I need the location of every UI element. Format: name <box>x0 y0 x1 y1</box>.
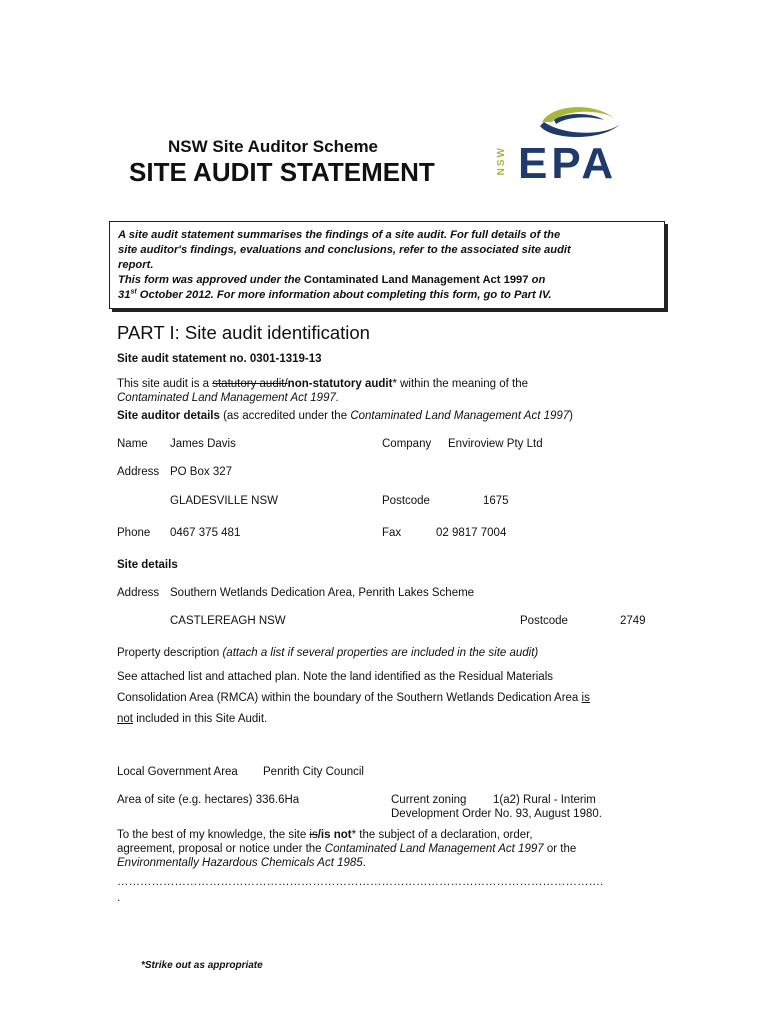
audit-type-act: Contaminated Land Management Act 1997. <box>117 392 340 404</box>
intro-line-2: site auditor's findings, evaluations and conclusions, refer to the associated site audit <box>118 244 571 256</box>
zoning-value-1: 1(a2) Rural - Interim <box>493 794 596 806</box>
auditor-details-line: Site auditor details (as accredited under the Contaminated Land Management Act 1997) <box>117 410 574 422</box>
postcode-label: Postcode <box>382 495 430 507</box>
fax-value: 02 9817 7004 <box>436 527 507 539</box>
name-value: James Davis <box>170 438 236 450</box>
phone-label: Phone <box>117 527 151 539</box>
site-address-line-1: Southern Wetlands Dedication Area, Penrith Lakes Scheme <box>170 587 475 599</box>
document-title: SITE AUDIT STATEMENT <box>129 157 435 187</box>
fax-label: Fax <box>382 527 402 539</box>
epa-wordmark: EPA <box>518 139 618 188</box>
statement-number: Site audit statement no. 0301-1319-13 <box>117 353 322 365</box>
address-label: Address <box>117 466 160 478</box>
lga-value: Penrith City Council <box>263 766 364 778</box>
zoning-label: Current zoning <box>391 794 467 806</box>
company-value: Enviroview Pty Ltd <box>448 438 543 450</box>
intro-line-4: This form was approved under the Contaminated Land Management Act 1997 on <box>118 274 546 286</box>
nsw-label: NSW <box>496 146 507 176</box>
intro-box <box>109 221 665 309</box>
scheme-title: NSW Site Auditor Scheme <box>168 137 379 156</box>
area-line: Area of site (e.g. hectares) 336.6Ha <box>117 794 300 806</box>
name-label: Name <box>117 438 148 450</box>
site-details-heading: Site details <box>117 559 178 571</box>
intro-line-1: A site audit statement summarises the findings of a site audit. For full details of the <box>118 229 561 241</box>
audit-type-line: This site audit is a statutory audit/non-statutory audit* within the meaning of the <box>117 378 528 390</box>
knowledge-line-3: Environmentally Hazardous Chemicals Act 1985. <box>117 857 366 869</box>
intro-line-3: report. <box>118 259 154 271</box>
footnote: *Strike out as appropriate <box>141 960 263 971</box>
site-postcode-label: Postcode <box>520 615 568 627</box>
intro-act: Contaminated Land Management Act 1997 <box>303 274 529 286</box>
epa-logo <box>494 100 654 192</box>
dotted-line: ………………………………………………………………………………………………………………. <box>117 876 604 888</box>
knowledge-line-1: To the best of my knowledge, the site is/is not* the subject of a declaration, order, <box>117 829 533 841</box>
struck-statutory: statutory audit/ <box>212 378 288 390</box>
dotted-line-end: . <box>117 892 121 904</box>
intro-line-5: 31st October 2012. For more information about completing this form, go to Part IV. <box>118 288 552 301</box>
property-line-1: See attached list and attached plan. Note the land identified as the Residual Materials <box>117 671 554 683</box>
property-line-3: not included in this Site Audit. <box>117 713 268 725</box>
zoning-value-2: Development Order No. 93, August 1980. <box>391 808 602 820</box>
property-description-line: Property description (attach a list if several properties are included in the site audit) <box>117 647 539 659</box>
site-postcode-value: 2749 <box>620 615 646 627</box>
site-address-line-2: CASTLEREAGH NSW <box>170 615 286 627</box>
knowledge-line-2: agreement, proposal or notice under the Contaminated Land Management Act 1997 or the <box>117 843 577 855</box>
site-address-label: Address <box>117 587 160 599</box>
company-label: Company <box>382 438 432 450</box>
part-one-heading: PART I: Site audit identification <box>117 322 370 343</box>
lga-label: Local Government Area <box>117 766 238 778</box>
property-line-2: Consolidation Area (RMCA) within the boundary of the Southern Wetlands Dedication Area is <box>117 692 590 704</box>
address-line-2: GLADESVILLE NSW <box>170 495 279 507</box>
postcode-value: 1675 <box>483 495 509 507</box>
phone-value: 0467 375 481 <box>170 527 241 539</box>
address-line-1: PO Box 327 <box>170 466 233 478</box>
